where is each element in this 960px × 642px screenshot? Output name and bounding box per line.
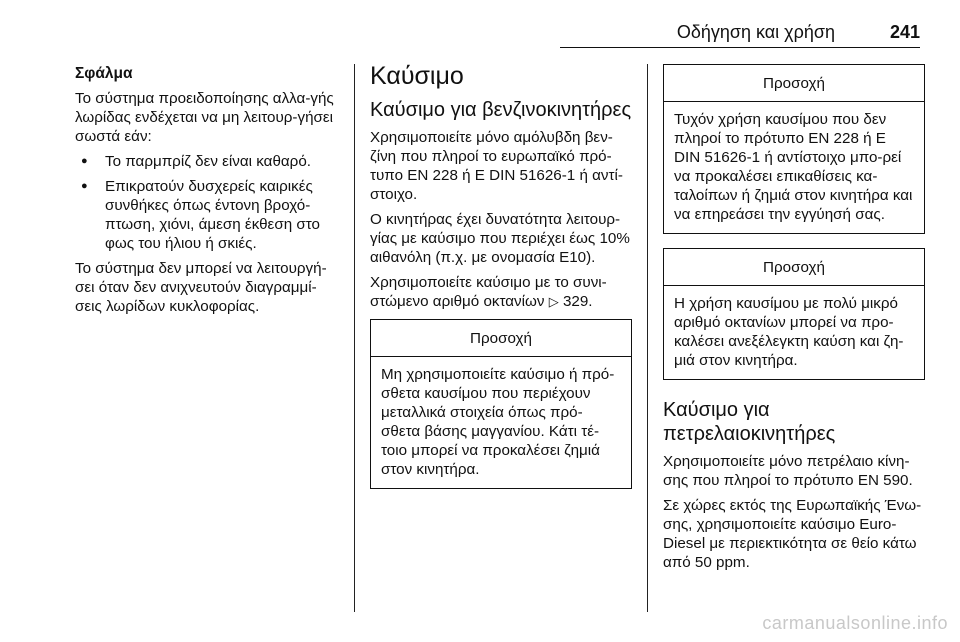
bullet-item: ● Το παρμπρίζ δεν είναι καθαρό.: [75, 152, 341, 171]
fuel-heading: Καύσιμο: [370, 62, 464, 90]
petrol-paragraph-1: Χρησιμοποιείτε μόνο αμόλυβδη βεν-ζίνη που πληροί το ευρωπαϊκό πρό-τυπο EN 228 ή E DIN 51626-1 ή αντί-στοιχο.: [370, 129, 623, 203]
header-title: Οδήγηση και χρήση: [676, 22, 835, 42]
warning-box: [370, 319, 632, 489]
error-intro: Το σύστημα προειδοποίησης αλλα-γής λωρίδας ενδέχεται να μη λειτουρ-γήσει σωστά εάν:: [75, 90, 334, 145]
page-number: 241: [889, 22, 920, 42]
watermark: carmanualsonline.info: [762, 613, 948, 633]
diesel-paragraph-1: Χρησιμοποιείτε μόνο πετρέλαιο κίνη-σης που πληροί το πρότυπο EN 590.: [663, 453, 913, 489]
column-3: [663, 64, 925, 578]
warning-box: [663, 64, 925, 234]
column-1: [75, 64, 341, 322]
page-reference-link[interactable]: 329.: [562, 293, 593, 310]
octane-text: Χρησιμοποιείτε καύσιμο με το συνι-στώμενο αριθμό οκτανίων: [370, 274, 607, 310]
warning-body: Τυχόν χρήση καυσίμου που δεν πληροί το πρότυπο EN 228 ή E DIN 51626-1 ή αντίστοιχο μπο-ρεί να προκαλέσει επικαθίσεις κα-ταλοίπων ή ζημιά στον κινητήρα και να επηρεάσει την εγγύησή σας.: [674, 111, 913, 223]
page-reference-arrow-icon: ▷: [548, 294, 559, 309]
page-header: [560, 10, 920, 46]
petrol-heading: Καύσιμο για βενζινοκινητήρες: [370, 99, 632, 121]
error-outro: Το σύστημα δεν μπορεί να λειτουργή-σει όταν δεν ανιχνευτούν διαγραμμί-σεις λωρίδων κυκλοφορίας.: [75, 260, 327, 315]
warning-box: [663, 248, 925, 380]
warning-body: Μη χρησιμοποιείτε καύσιμο ή πρό-σθετα καυσίμου που περιέχουν μεταλλικά στοιχεία όπως πρό-σθετα βάσης μαγγανίου. Κάτι τέ-τοιο μπορεί να προκαλέσει ζημιά στον κινητήρα.: [381, 366, 615, 478]
petrol-paragraph-3: [370, 273, 632, 311]
warning-title: Προσοχή: [371, 320, 631, 357]
header-rule: [560, 47, 920, 48]
diesel-heading: Καύσιμο για πετρελαιοκινητήρες: [663, 399, 836, 445]
error-bullet-list: [75, 152, 341, 253]
warning-body: Η χρήση καυσίμου με πολύ μικρό αριθμό οκτανίων μπορεί να προ-καλέσει ανεξέλεγκτη καύση και ζη-μιά στον κινητήρα.: [674, 295, 904, 369]
column-2: [370, 64, 632, 503]
diesel-paragraph-2: Σε χώρες εκτός της Ευρωπαϊκής Ένω-σης, χρησιμοποιείτε καύσιμο Euro-Diesel με περιεκτικότητα σε θείο κάτω από 50 ppm.: [663, 497, 922, 571]
petrol-paragraph-2: Ο κινητήρας έχει δυνατότητα λειτουρ-γίας με καύσιμο που περιέχει έως 10% αιθανόλη (π.χ. με ονομασία E10).: [370, 211, 630, 266]
warning-title: Προσοχή: [664, 65, 924, 102]
bullet-item: ● Επικρατούν δυσχερείς καιρικές συνθήκες όπως έντονη βροχό-πτωση, χιόνι, άμεση έκθεση στο φως του ήλιου ή σκιές.: [75, 177, 341, 253]
column-divider: [647, 64, 648, 612]
error-heading: Σφάλμα: [75, 65, 133, 82]
column-divider: [354, 64, 355, 612]
warning-title: Προσοχή: [664, 249, 924, 286]
